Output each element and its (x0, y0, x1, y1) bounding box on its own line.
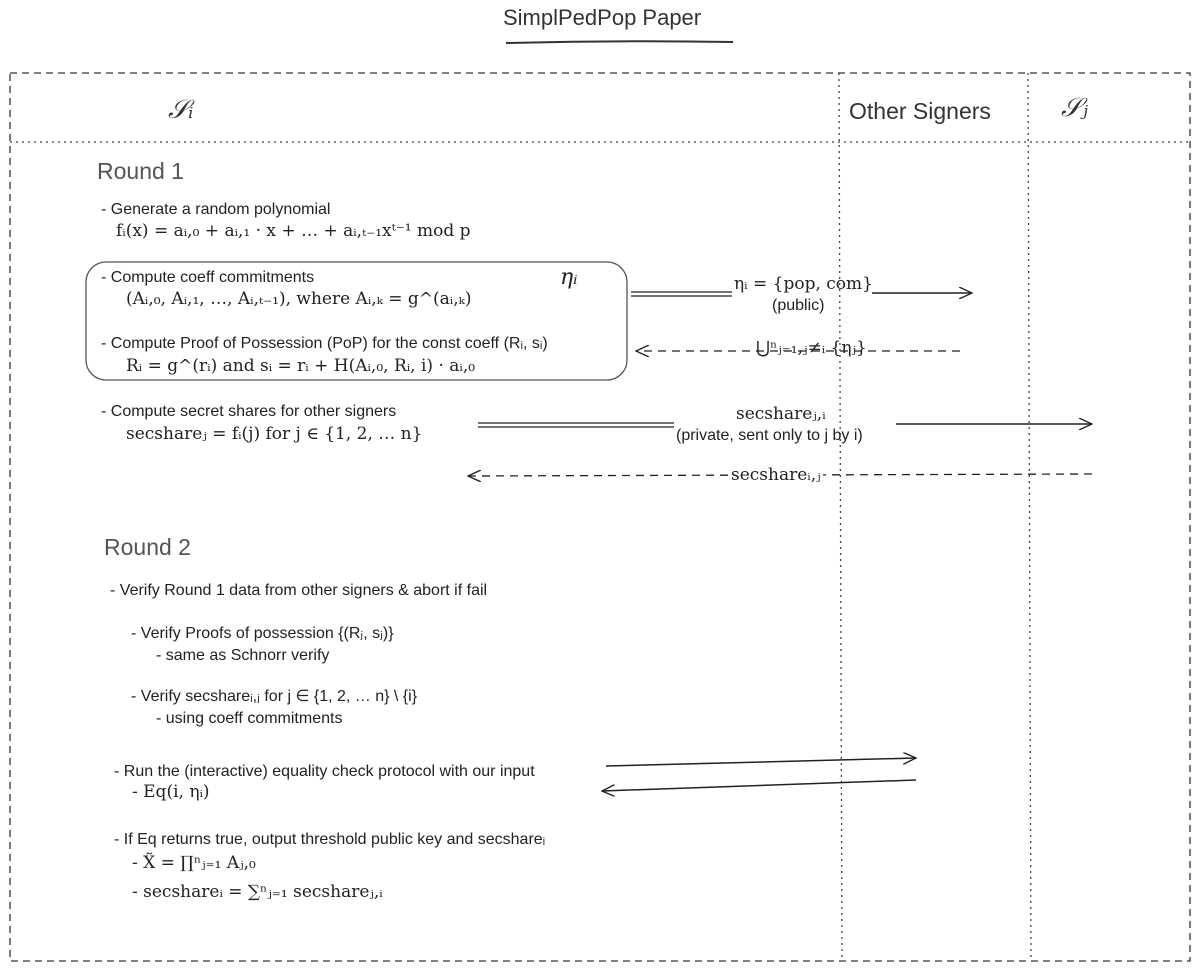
title-underline (506, 41, 733, 43)
eta-message: ηᵢ = {pop, com} (734, 274, 873, 294)
round1-shares-step: - Compute secret shares for other signers (101, 403, 397, 420)
round1-shares-formula: secshareⱼ = fᵢ(j) for j ∈ {1, 2, … n} (126, 424, 423, 444)
round2-output-share: - secshareᵢ = ∑ⁿⱼ₌₁ secshareⱼ,ᵢ (132, 882, 383, 902)
round2-verify-share-note: - using coeff commitments (156, 710, 343, 727)
eq-arrow-out (606, 758, 916, 766)
round2-verify-pop-note: - same as Schnorr verify (156, 647, 330, 664)
union-message: ⋃ⁿⱼ₌₁,ⱼ≠ᵢ {ηⱼ} (756, 338, 867, 358)
column-separator-other (839, 73, 842, 961)
round2-verify-step: - Verify Round 1 data from other signers & abort if fail (110, 582, 488, 599)
round1-poly-step: - Generate a random polynomial (101, 201, 331, 218)
secshare-private-note: (private, sent only to j by i) (676, 427, 863, 444)
eta-label: ηᵢ (560, 265, 578, 290)
secshare-in-label: secshareᵢ,ⱼ (731, 465, 821, 485)
round2-output-key: - X̃ = ∏ⁿⱼ₌₁ Aⱼ,₀ (132, 853, 256, 873)
round2-verify-share: - Verify secshareᵢ,ⱼ for j ∈ {1, 2, … n} \ {i} (131, 688, 418, 705)
round2-verify-pop: - Verify Proofs of possession {(Rⱼ, sⱼ)} (131, 625, 394, 642)
round1-poly-formula: fᵢ(x) = aᵢ,₀ + aᵢ,₁ · x + … + aᵢ,ₜ₋₁xᵗ⁻¹ mod p (116, 221, 471, 241)
round2-eq-formula: - Eq(i, ηᵢ) (132, 782, 210, 802)
eta-public-note: (public) (772, 297, 825, 314)
round1-heading: Round 1 (97, 158, 184, 184)
eq-arrow-in (602, 780, 916, 791)
round1-pop-formula: Rᵢ = g^(rᵢ) and sᵢ = rᵢ + H(Aᵢ,₀, Rᵢ, i) · aᵢ,₀ (126, 356, 476, 376)
column-header-sj: 𝒮ⱼ (1061, 93, 1088, 123)
secshare-out-label: secshareⱼ,ᵢ (736, 404, 826, 424)
column-header-si: 𝒮ᵢ (168, 95, 194, 125)
round1-pop-step: - Compute Proof of Possession (PoP) for the const coeff (Rᵢ, sᵢ) (101, 335, 548, 352)
round2-eq-step: - Run the (interactive) equality check protocol with our input (114, 763, 535, 780)
diagram-title: SimplPedPop Paper (503, 5, 702, 30)
round2-heading: Round 2 (104, 534, 191, 560)
column-separator-sj (1028, 73, 1031, 961)
round1-coeff-step: - Compute coeff commitments (101, 269, 315, 286)
round2-output-step: - If Eq returns true, output threshold public key and secshareᵢ (114, 831, 546, 848)
column-header-other-signers: Other Signers (849, 98, 991, 124)
round1-coeff-formula: (Aᵢ,₀, Aᵢ,₁, …, Aᵢ,ₜ₋₁), where Aᵢ,ₖ = g^(aᵢ,ₖ) (126, 289, 472, 309)
